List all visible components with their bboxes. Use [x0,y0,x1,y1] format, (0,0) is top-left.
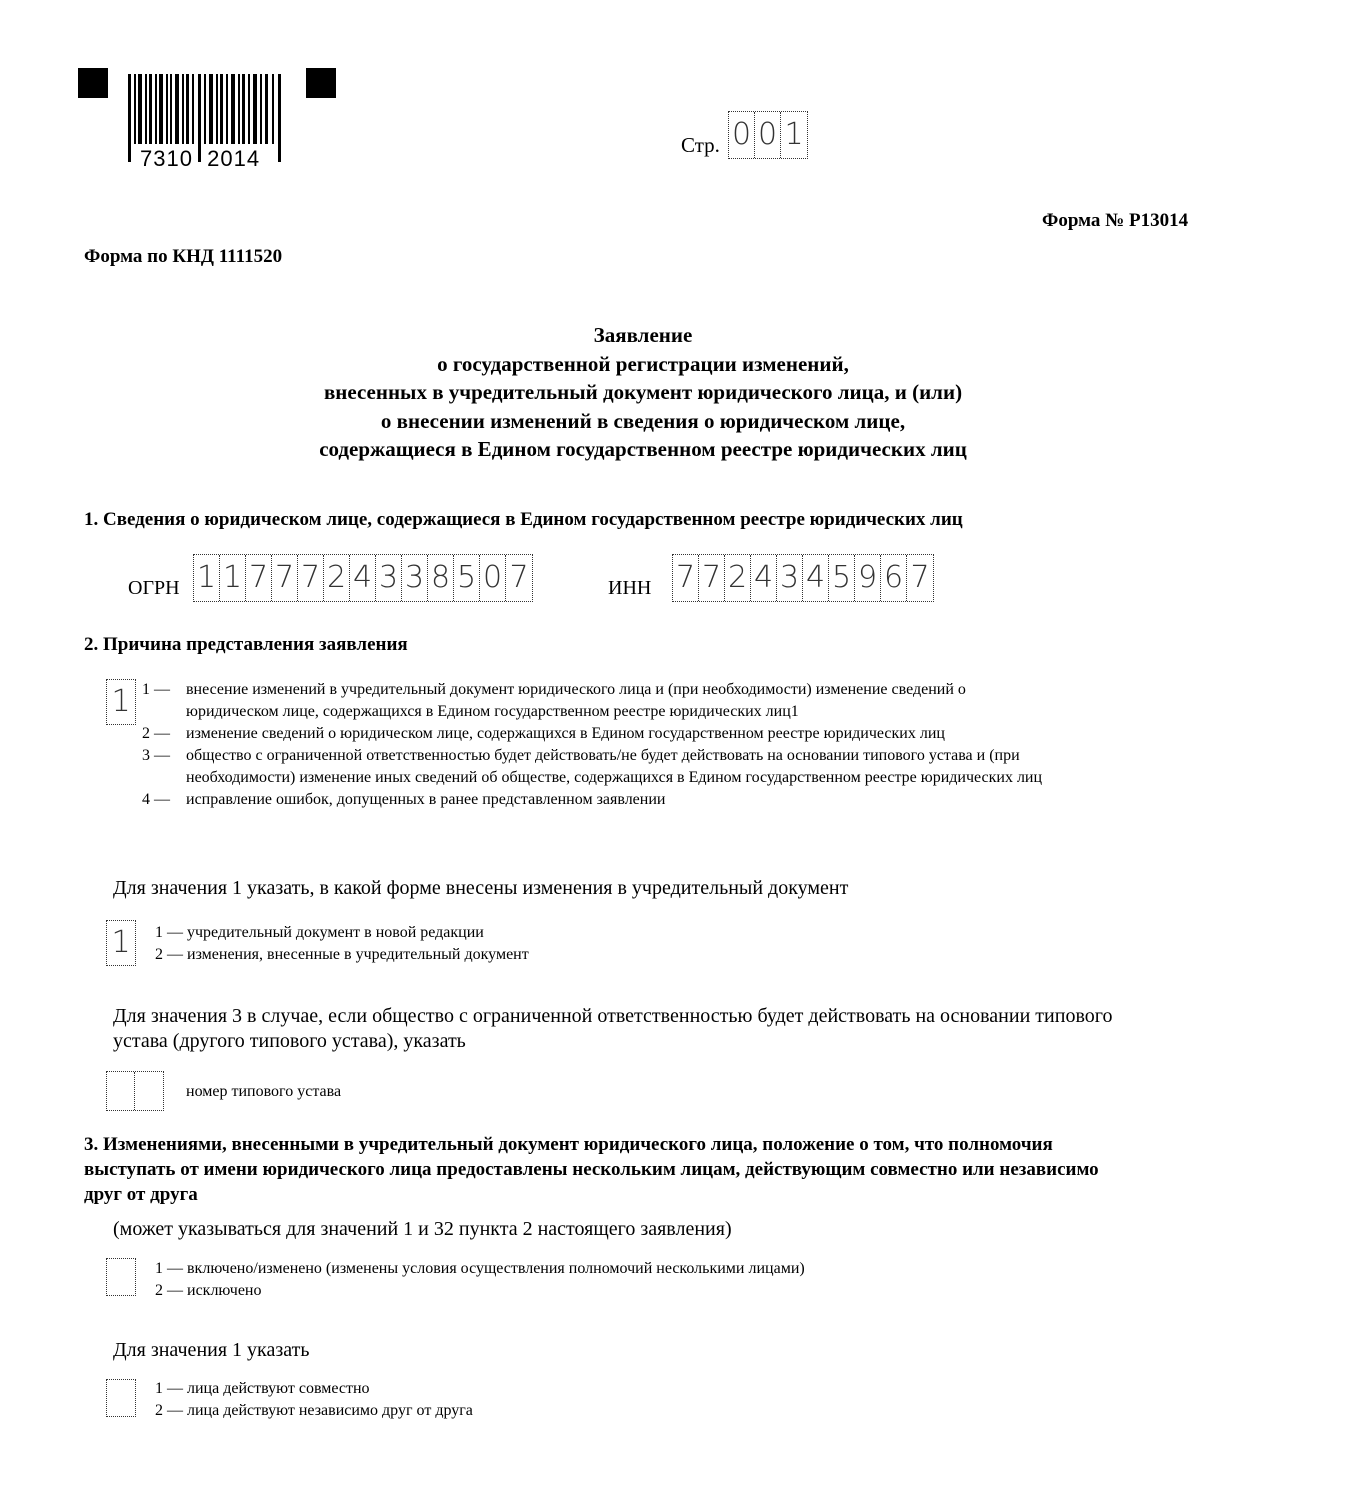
section3-sub-instruction: Для значения 1 указать [113,1339,310,1361]
section3-note: (может указываться для значений 1 и 32 пункта 2 настоящего заявления) [113,1218,732,1240]
ogrn-digit: 7 [509,560,529,595]
section2-heading: 2. Причина представления заявления [84,634,408,655]
list-item: 1 — лица действуют совместно [155,1380,370,1397]
ogrn-digit: 3 [376,555,402,601]
ogrn-digit: 0 [480,555,506,601]
list-item [142,767,1042,789]
inn-digit: 6 [881,555,907,601]
ogrn-digit: 4 [350,555,376,601]
charter-number-digit [107,1072,135,1110]
list-item [142,745,1042,767]
page-digit: 0 [729,112,755,158]
inn-digit: 5 [829,555,855,601]
title-line: внесенных в учредительный документ юридического лица, и (или) [323,380,963,404]
ogrn-digit: 1 [220,555,246,601]
title-line: о государственной регистрации изменений, [437,351,849,376]
page-digit: 1 [784,117,804,152]
ogrn-digit: 5 [454,555,480,601]
heading-line: друг от друга [84,1184,198,1205]
option-number: 1 — [142,681,170,698]
barcode-number: 7310 2014 [140,146,261,171]
option-number: 4 — [142,791,170,808]
section1-heading: 1. Сведения о юридическом лице, содержащиеся в Едином государственном реестре юридических лиц [84,509,963,530]
page-label: Стр. [681,133,720,157]
sub1-instruction: Для значения 1 указать, в какой форме внесены изменения в учредительный документ [113,877,849,899]
document-form-field[interactable]: 1 [106,920,136,966]
instruction-line: устава (другого типового устава), указать [113,1030,466,1052]
template-charter-number-field[interactable] [106,1071,164,1111]
title-line: Заявление [593,323,693,347]
list-item: 2 — исключено [155,1282,262,1299]
inn-digit: 7 [673,555,699,601]
alignment-marker-right [306,68,336,98]
inn-digit: 9 [855,555,881,601]
inn-digit: 3 [777,555,803,601]
form-number: Форма № Р13014 [1042,210,1189,231]
option-text: юридическом лице, содержащихся в Едином государственном реестре юридических лиц1 [186,703,799,720]
title-line: о внесении изменений в сведения о юридическом лице, [380,408,906,433]
option-text: изменение сведений о юридическом лице, содержащихся в Едином государственном реестре юридических лиц [186,725,945,742]
alignment-marker-left [78,68,108,98]
template-charter-number-label: номер типового устава [186,1083,342,1100]
document-form-options [155,922,529,966]
inn-field[interactable] [672,554,934,602]
option-text: общество с ограниченной ответственностью будет действовать/не будет действовать на основании типового устава и (при [186,747,1020,764]
inn-digit: 4 [803,555,829,601]
section3-heading [84,1132,1099,1207]
inn-digit: 2 [725,555,751,601]
ogrn-field[interactable] [193,554,533,602]
sub3-instruction [113,1004,1112,1054]
knd-code: Форма по КНД 1111520 [84,246,283,267]
acting-mode-options [155,1378,473,1422]
ogrn-digit: 2 [324,555,350,601]
reason-field[interactable]: 1 [106,679,136,725]
list-item [142,679,1042,701]
ogrn-digit: 1 [194,555,220,601]
ogrn-label: ОГРН [128,577,180,599]
inn-digit: 7 [699,555,725,601]
title-line: содержащиеся в Едином государственном реестре юридических лиц [319,437,967,461]
list-item [142,701,1042,723]
authority-options [155,1258,805,1302]
instruction-line: Для значения 3 в случае, если общество с ограниченной ответственностью будет действовать на основании типового [113,1005,1113,1027]
ogrn-digit: 7 [272,555,298,601]
authority-field[interactable] [106,1258,136,1296]
inn-digit: 4 [751,555,777,601]
heading-line: 3. Изменениями, внесенными в учредительный документ юридического лица, положение о том, что полномочия [84,1134,1053,1155]
list-item: 1 — учредительный документ в новой редакции [155,924,484,941]
ogrn-digit: 7 [246,555,272,601]
ogrn-digit: 3 [402,555,428,601]
list-item: 2 — изменения, внесенные в учредительный документ [155,946,529,963]
option-text: исправление ошибок, допущенных в ранее представленном заявлении [186,791,666,808]
list-item: 1 — включено/изменено (изменены условия осуществления полномочий несколькими лицами) [155,1260,805,1277]
list-item: 2 — лица действуют независимо друг от друга [155,1402,473,1419]
option-text: внесение изменений в учредительный документ юридического лица и (при необходимости) изменение сведений о [186,681,966,698]
page-number-cells[interactable] [728,111,808,159]
option-number: 2 — [142,725,170,742]
inn-digit: 7 [910,560,930,595]
ogrn-digit: 8 [428,555,454,601]
heading-line: выступать от имени юридического лица предоставлены нескольким лицам, действующим совместно или независимо [84,1159,1099,1180]
list-item [142,723,1042,745]
page-digit: 0 [755,112,781,158]
reason-options [142,679,1042,811]
list-item [142,789,1042,811]
option-text: необходимости) изменение иных сведений об обществе, содержащихся в Едином государственном реестре юридических лиц [186,769,1043,786]
ogrn-digit: 7 [298,555,324,601]
option-number: 3 — [142,747,170,764]
inn-label: ИНН [608,577,652,599]
acting-mode-field[interactable] [106,1379,136,1417]
document-title [0,321,1286,464]
charter-number-digit [135,1072,163,1110]
